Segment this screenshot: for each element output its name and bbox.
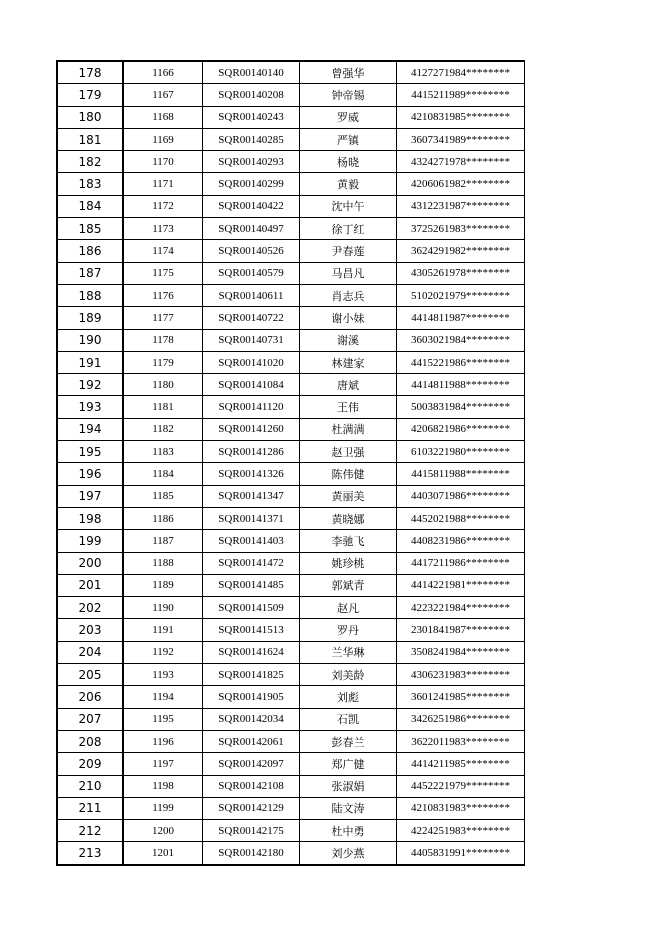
- table-row: [57, 262, 525, 284]
- sequence-number-cell: 1188: [123, 552, 203, 574]
- id-number-cell: 4415811988********: [397, 463, 525, 485]
- table-row: [57, 775, 525, 797]
- person-name-cell: 罗威: [300, 106, 397, 128]
- person-name-cell: 黄丽美: [300, 485, 397, 507]
- row-index-cell: 204: [57, 641, 123, 663]
- sequence-number-cell: 1186: [123, 507, 203, 529]
- row-index-cell: 178: [57, 61, 123, 84]
- application-id-cell: SQR00140722: [203, 307, 300, 329]
- id-number-cell: 4127271984********: [397, 61, 525, 84]
- table-row: [57, 485, 525, 507]
- person-name-cell: 姚珍桃: [300, 552, 397, 574]
- id-number-cell: 4452221979********: [397, 775, 525, 797]
- row-index-cell: 193: [57, 396, 123, 418]
- table-row: [57, 151, 525, 173]
- person-name-cell: 郭斌青: [300, 574, 397, 596]
- application-id-cell: SQR00141485: [203, 574, 300, 596]
- id-number-cell: 3426251986********: [397, 708, 525, 730]
- application-id-cell: SQR00140243: [203, 106, 300, 128]
- person-name-cell: 罗丹: [300, 619, 397, 641]
- person-name-cell: 陆文涛: [300, 797, 397, 819]
- sequence-number-cell: 1181: [123, 396, 203, 418]
- row-index-cell: 213: [57, 842, 123, 865]
- sequence-number-cell: 1199: [123, 797, 203, 819]
- id-number-cell: 3622011983********: [397, 730, 525, 752]
- table-row: [57, 307, 525, 329]
- row-index-cell: 191: [57, 351, 123, 373]
- person-name-cell: 刘美龄: [300, 664, 397, 686]
- table-row: [57, 240, 525, 262]
- sequence-number-cell: 1170: [123, 151, 203, 173]
- sequence-number-cell: 1195: [123, 708, 203, 730]
- table-row: [57, 284, 525, 306]
- id-number-cell: 4305261978********: [397, 262, 525, 284]
- id-number-cell: 6103221980********: [397, 441, 525, 463]
- table-row: [57, 418, 525, 440]
- row-index-cell: 181: [57, 128, 123, 150]
- person-name-cell: 兰华琳: [300, 641, 397, 663]
- application-id-cell: SQR00142175: [203, 820, 300, 842]
- application-id-cell: SQR00140208: [203, 84, 300, 106]
- id-number-cell: 4414211985********: [397, 753, 525, 775]
- id-number-cell: 4206061982********: [397, 173, 525, 195]
- id-number-cell: 4210831985********: [397, 106, 525, 128]
- id-number-cell: 5102021979********: [397, 284, 525, 306]
- person-name-cell: 徐丁红: [300, 218, 397, 240]
- person-name-cell: 刘少燕: [300, 842, 397, 865]
- application-id-cell: SQR00140611: [203, 284, 300, 306]
- person-name-cell: 唐斌: [300, 374, 397, 396]
- table-row: [57, 574, 525, 596]
- table-row: [57, 552, 525, 574]
- person-name-cell: 谢小妹: [300, 307, 397, 329]
- table-row: [57, 664, 525, 686]
- table-row: [57, 61, 525, 84]
- person-name-cell: 王伟: [300, 396, 397, 418]
- application-id-cell: SQR00140497: [203, 218, 300, 240]
- row-index-cell: 186: [57, 240, 123, 262]
- table-row: [57, 106, 525, 128]
- person-name-cell: 尹春莲: [300, 240, 397, 262]
- id-number-cell: 2301841987********: [397, 619, 525, 641]
- id-number-cell: 4224251983********: [397, 820, 525, 842]
- id-number-cell: 4408231986********: [397, 530, 525, 552]
- application-id-cell: SQR00141905: [203, 686, 300, 708]
- row-index-cell: 205: [57, 664, 123, 686]
- person-name-cell: 谢溪: [300, 329, 397, 351]
- sequence-number-cell: 1193: [123, 664, 203, 686]
- table-row: [57, 463, 525, 485]
- person-name-cell: 杜满满: [300, 418, 397, 440]
- row-index-cell: 209: [57, 753, 123, 775]
- sequence-number-cell: 1184: [123, 463, 203, 485]
- row-index-cell: 206: [57, 686, 123, 708]
- sequence-number-cell: 1198: [123, 775, 203, 797]
- sequence-number-cell: 1183: [123, 441, 203, 463]
- application-id-cell: SQR00141472: [203, 552, 300, 574]
- id-number-cell: 3603021984********: [397, 329, 525, 351]
- row-index-cell: 208: [57, 730, 123, 752]
- row-index-cell: 203: [57, 619, 123, 641]
- table-row: [57, 84, 525, 106]
- table-row: [57, 507, 525, 529]
- table-row: [57, 686, 525, 708]
- sequence-number-cell: 1201: [123, 842, 203, 865]
- person-name-cell: 林建家: [300, 351, 397, 373]
- person-name-cell: 赵卫强: [300, 441, 397, 463]
- id-number-cell: 4414811987********: [397, 307, 525, 329]
- person-name-cell: 黄晓娜: [300, 507, 397, 529]
- id-number-cell: 3607341989********: [397, 128, 525, 150]
- row-index-cell: 183: [57, 173, 123, 195]
- person-name-cell: 肖志兵: [300, 284, 397, 306]
- row-index-cell: 184: [57, 195, 123, 217]
- table-row: [57, 441, 525, 463]
- row-index-cell: 210: [57, 775, 123, 797]
- table-row: [57, 329, 525, 351]
- application-id-cell: SQR00141286: [203, 441, 300, 463]
- application-id-cell: SQR00141403: [203, 530, 300, 552]
- id-number-cell: 3601241985********: [397, 686, 525, 708]
- application-id-cell: SQR00141513: [203, 619, 300, 641]
- row-index-cell: 187: [57, 262, 123, 284]
- table-row: [57, 820, 525, 842]
- row-index-cell: 199: [57, 530, 123, 552]
- id-number-cell: 3508241984********: [397, 641, 525, 663]
- sequence-number-cell: 1180: [123, 374, 203, 396]
- id-number-cell: 4417211986********: [397, 552, 525, 574]
- table-row: [57, 351, 525, 373]
- sequence-number-cell: 1189: [123, 574, 203, 596]
- table-row: [57, 128, 525, 150]
- id-number-cell: 4452021988********: [397, 507, 525, 529]
- person-name-cell: 石凯: [300, 708, 397, 730]
- sequence-number-cell: 1196: [123, 730, 203, 752]
- application-id-cell: SQR00142129: [203, 797, 300, 819]
- table-row: [57, 797, 525, 819]
- id-number-cell: 4415221986********: [397, 351, 525, 373]
- application-id-cell: SQR00140422: [203, 195, 300, 217]
- row-index-cell: 180: [57, 106, 123, 128]
- table-row: [57, 619, 525, 641]
- table-row: [57, 753, 525, 775]
- application-id-cell: SQR00141371: [203, 507, 300, 529]
- row-index-cell: 188: [57, 284, 123, 306]
- application-id-cell: SQR00141825: [203, 664, 300, 686]
- person-name-cell: 钟帝锡: [300, 84, 397, 106]
- row-index-cell: 197: [57, 485, 123, 507]
- id-number-cell: 4312231987********: [397, 195, 525, 217]
- application-id-cell: SQR00141120: [203, 396, 300, 418]
- sequence-number-cell: 1200: [123, 820, 203, 842]
- application-id-cell: SQR00142097: [203, 753, 300, 775]
- row-index-cell: 182: [57, 151, 123, 173]
- sequence-number-cell: 1182: [123, 418, 203, 440]
- person-name-cell: 李驰飞: [300, 530, 397, 552]
- application-id-cell: SQR00140579: [203, 262, 300, 284]
- table-row: [57, 396, 525, 418]
- row-index-cell: 192: [57, 374, 123, 396]
- sequence-number-cell: 1166: [123, 61, 203, 84]
- row-index-cell: 202: [57, 597, 123, 619]
- row-index-cell: 198: [57, 507, 123, 529]
- sequence-number-cell: 1187: [123, 530, 203, 552]
- sequence-number-cell: 1168: [123, 106, 203, 128]
- person-name-cell: 曾强华: [300, 61, 397, 84]
- table-row: [57, 730, 525, 752]
- row-index-cell: 189: [57, 307, 123, 329]
- sequence-number-cell: 1169: [123, 128, 203, 150]
- application-id-cell: SQR00141347: [203, 485, 300, 507]
- application-id-cell: SQR00140140: [203, 61, 300, 84]
- application-id-cell: SQR00140299: [203, 173, 300, 195]
- person-name-cell: 黄毅: [300, 173, 397, 195]
- row-index-cell: 194: [57, 418, 123, 440]
- person-name-cell: 张淑娟: [300, 775, 397, 797]
- sequence-number-cell: 1185: [123, 485, 203, 507]
- sequence-number-cell: 1190: [123, 597, 203, 619]
- person-name-cell: 陈伟健: [300, 463, 397, 485]
- sequence-number-cell: 1174: [123, 240, 203, 262]
- id-number-cell: 4414221981********: [397, 574, 525, 596]
- sequence-number-cell: 1167: [123, 84, 203, 106]
- row-index-cell: 211: [57, 797, 123, 819]
- application-id-cell: SQR00141260: [203, 418, 300, 440]
- sequence-number-cell: 1194: [123, 686, 203, 708]
- application-id-cell: SQR00140526: [203, 240, 300, 262]
- application-id-cell: SQR00141624: [203, 641, 300, 663]
- application-id-cell: SQR00140285: [203, 128, 300, 150]
- id-number-cell: 4324271978********: [397, 151, 525, 173]
- table-row: [57, 641, 525, 663]
- table-row: [57, 842, 525, 865]
- person-name-cell: 沈中午: [300, 195, 397, 217]
- person-name-cell: 刘彪: [300, 686, 397, 708]
- id-number-cell: 4405831991********: [397, 842, 525, 865]
- person-name-cell: 杨晓: [300, 151, 397, 173]
- sequence-number-cell: 1177: [123, 307, 203, 329]
- sequence-number-cell: 1191: [123, 619, 203, 641]
- person-name-cell: 马昌凡: [300, 262, 397, 284]
- application-id-cell: SQR00140293: [203, 151, 300, 173]
- id-number-cell: 4403071986********: [397, 485, 525, 507]
- id-number-cell: 3624291982********: [397, 240, 525, 262]
- row-index-cell: 179: [57, 84, 123, 106]
- row-index-cell: 190: [57, 329, 123, 351]
- id-number-cell: 4206821986********: [397, 418, 525, 440]
- id-number-cell: 4414811988********: [397, 374, 525, 396]
- application-id-cell: SQR00142108: [203, 775, 300, 797]
- sequence-number-cell: 1192: [123, 641, 203, 663]
- application-id-cell: SQR00142034: [203, 708, 300, 730]
- row-index-cell: 201: [57, 574, 123, 596]
- table-row: [57, 173, 525, 195]
- table-row: [57, 597, 525, 619]
- row-index-cell: 207: [57, 708, 123, 730]
- row-index-cell: 185: [57, 218, 123, 240]
- sequence-number-cell: 1171: [123, 173, 203, 195]
- application-id-cell: SQR00141020: [203, 351, 300, 373]
- id-number-cell: 5003831984********: [397, 396, 525, 418]
- sequence-number-cell: 1178: [123, 329, 203, 351]
- sequence-number-cell: 1175: [123, 262, 203, 284]
- id-number-cell: 4223221984********: [397, 597, 525, 619]
- application-id-cell: SQR00142180: [203, 842, 300, 865]
- person-name-cell: 杜中勇: [300, 820, 397, 842]
- application-id-cell: SQR00141509: [203, 597, 300, 619]
- application-id-cell: SQR00141326: [203, 463, 300, 485]
- id-number-cell: 3725261983********: [397, 218, 525, 240]
- id-number-cell: 4306231983********: [397, 664, 525, 686]
- person-name-cell: 严镇: [300, 128, 397, 150]
- id-number-cell: 4415211989********: [397, 84, 525, 106]
- table-row: [57, 530, 525, 552]
- sequence-number-cell: 1197: [123, 753, 203, 775]
- table-row: [57, 708, 525, 730]
- application-id-cell: SQR00142061: [203, 730, 300, 752]
- row-index-cell: 200: [57, 552, 123, 574]
- data-table: [56, 60, 525, 866]
- application-id-cell: SQR00140731: [203, 329, 300, 351]
- row-index-cell: 212: [57, 820, 123, 842]
- sequence-number-cell: 1172: [123, 195, 203, 217]
- row-index-cell: 195: [57, 441, 123, 463]
- person-name-cell: 郑广健: [300, 753, 397, 775]
- sequence-number-cell: 1179: [123, 351, 203, 373]
- table-row: [57, 374, 525, 396]
- table-row: [57, 195, 525, 217]
- sequence-number-cell: 1176: [123, 284, 203, 306]
- sequence-number-cell: 1173: [123, 218, 203, 240]
- id-number-cell: 4210831983********: [397, 797, 525, 819]
- application-id-cell: SQR00141084: [203, 374, 300, 396]
- person-name-cell: 彭春兰: [300, 730, 397, 752]
- table-body: [57, 61, 525, 865]
- table-row: [57, 218, 525, 240]
- row-index-cell: 196: [57, 463, 123, 485]
- person-name-cell: 赵凡: [300, 597, 397, 619]
